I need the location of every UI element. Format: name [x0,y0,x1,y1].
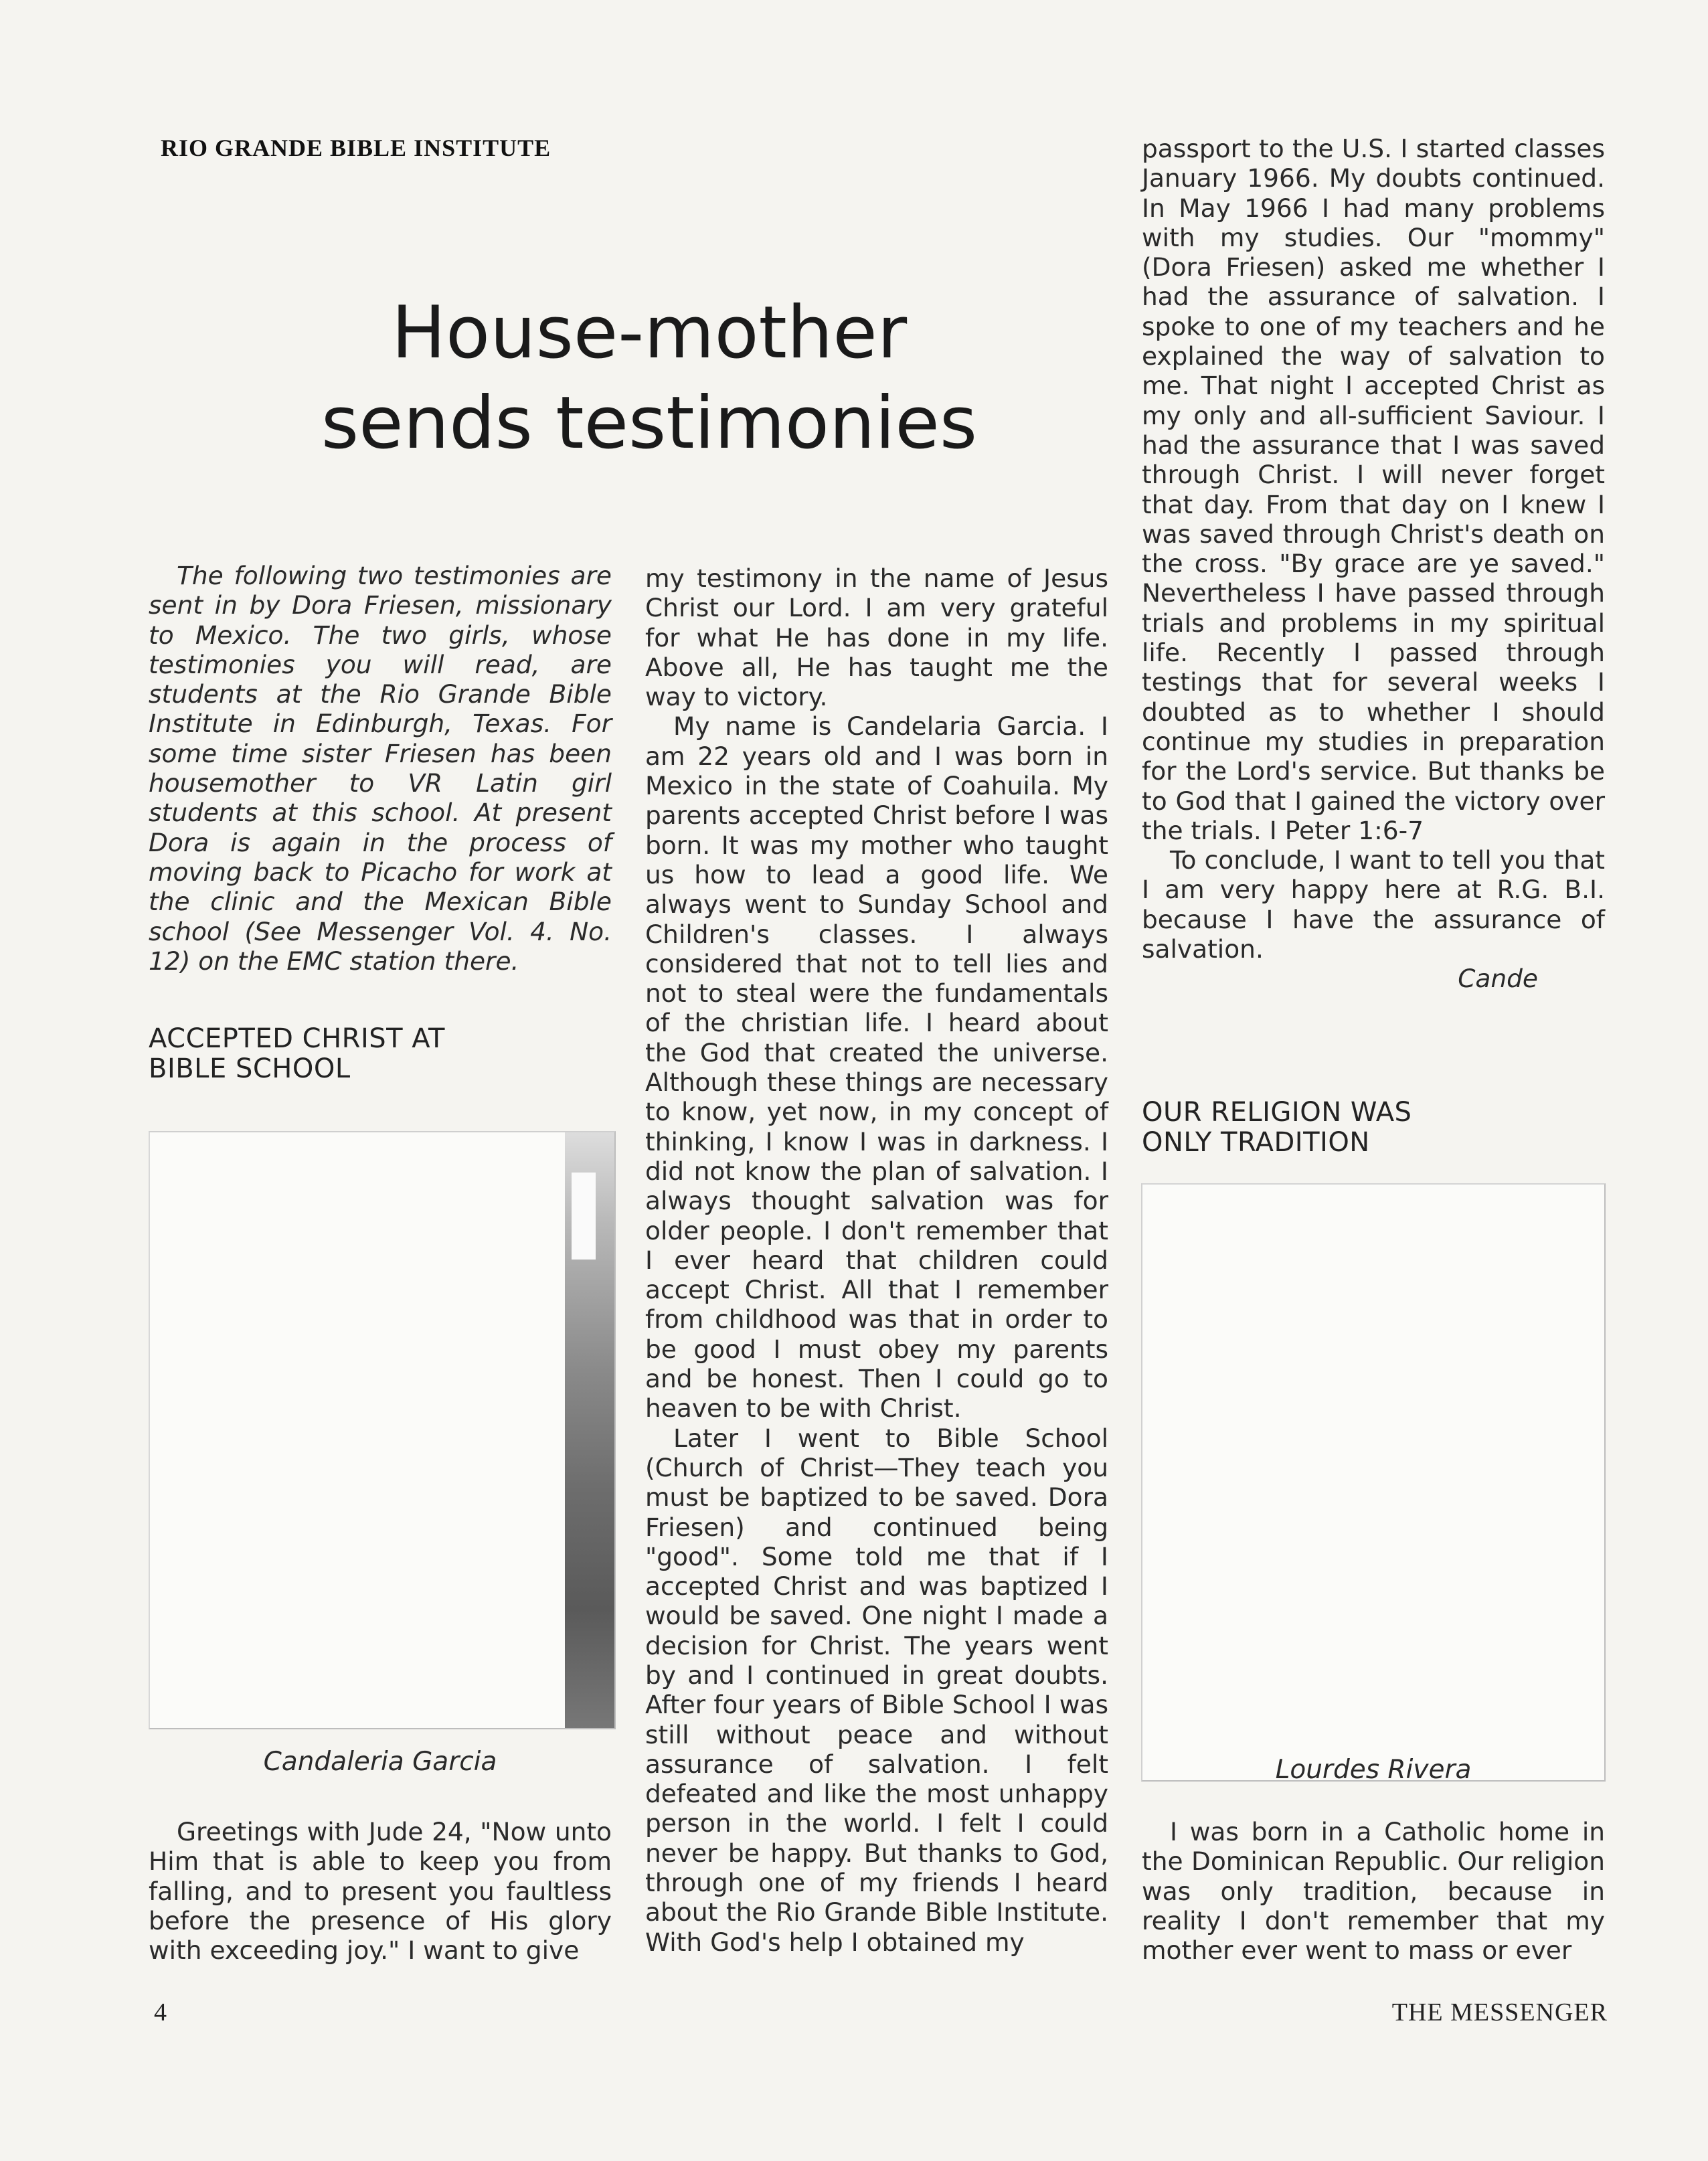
paragraph: Greetings with Jude 24, "Now unto Him that is able to keep you from falling, and to present you faultless before the presence of His glory with exceeding joy." I want to give [149,1817,612,1966]
subhead-line: BIBLE SCHOOL [149,1053,351,1084]
subhead-religion-tradition [1142,1098,1412,1158]
column-3 [1142,134,1605,994]
photo-edge [565,1132,614,1728]
signoff: Cande [1458,964,1538,994]
subhead-line: ONLY TRADITION [1142,1127,1370,1158]
paragraph: My name is Candelaria Garcia. I am 22 years old and I was born in Mexico in the state of Coahuila. My parents accepted Christ before I was born. It was my mother who taught us how to lead a good life. We always went to Sunday School and Children's classes. I always considered that not to tell lies and not to steal were the fundamentals of the christian life. I heard about the God that created the universe. Although these things are necessary to know, yet now, in my concept of thinking, I know I was in darkness. I did not know the plan of salvation. I always thought salvation was for older people. I don't remember that I ever heard that children could accept Christ. All that I remember from childhood was that in order to be good I must obey my parents and be honest. Then I could go to heaven to be with Christ. [645,711,1108,1423]
title-line-2: sends testimonies [321,381,978,465]
title-line-1: House-mother [391,291,908,375]
publication-name: THE MESSENGER [1391,1998,1608,2026]
paragraph: my testimony in the name of Jesus Christ our Lord. I am very grateful for what He has done in my life. Above all, He has taught me the way to victory. [645,564,1108,712]
greeting-paragraph [149,1817,612,1965]
paragraph: passport to the U.S. I started classes January 1966. My doubts continued. In May 1966 I had many problems with my studies. Our "mommy" (Dora Friesen) asked me whether I had the assurance of salvation. I spoke to one of my teachers and he explained the way of salvation to me. That night I accepted Christ as my only and all-sufficient Saviour. I had the assurance that I was saved through Christ. I will never forget that day. From that day on I knew I was saved through Christ's death on the cross. "By grace are ye saved." Nevertheless I have passed through trials and problems in my spiritual life. Recently I passed through testings that for several weeks I doubted as to whether I should continue my studies in preparation for the Lord's service. But thanks be to God that I gained the victory over the trials. I Peter 1:6-7 [1142,134,1605,845]
lourdes-paragraph [1142,1817,1605,1965]
photo-lourdes [1141,1183,1606,1782]
section-header: RIO GRANDE BIBLE INSTITUTE [161,135,551,161]
column-2 [645,564,1108,1957]
paragraph: Later I went to Bible School (Church of Christ—They teach you must be baptized to be saved. Dora Friesen) and continued being "good". Some told me that if I accepted Christ and was baptized I would be saved. One night I made a decision for Christ. The years went by and I continued in great doubts. After four years of Bible School I was still without peace and without assurance of salvation. I felt defeated and like the most unhappy person in the world. I felt I could never be happy. But thanks to God, through one of my friends I heard about the Rio Grande Bible Institute. With God's help I obtained my [645,1423,1108,1957]
paragraph: I was born in a Catholic home in the Dominican Republic. Our religion was only tradition, because in reality I don't remember that my mother ever went to mass or ever [1142,1817,1605,1966]
page-number: 4 [154,1998,167,2026]
photo-caption: Candaleria Garcia [263,1747,497,1777]
intro-paragraph: The following two testimonies are sent in by Dora Friesen, missionary to Mexico. The two girls, whose testimonies you will read, are students at the Rio Grande Bible Institute in Edinburgh, Texas. For some time sister Friesen has been housemother to VR Latin girl students at this school. At present Dora is again in the process of moving back to Picacho for work at the clinic and the Mexican Bible school (See Messenger Vol. 4. No. 12) on the EMC station there. [149,561,612,976]
photo-candelaria [149,1131,616,1729]
photo-caption: Lourdes Rivera [1275,1755,1472,1785]
subhead-line: ACCEPTED CHRIST AT [149,1023,445,1054]
subhead-accepted-christ [149,1024,445,1084]
subhead-line: OUR RELIGION WAS [1142,1097,1412,1128]
paragraph: To conclude, I want to tell you that I am very happy here at R.G. B.I. because I have the assurance of salvation. [1142,845,1605,964]
article-title [254,288,1044,468]
